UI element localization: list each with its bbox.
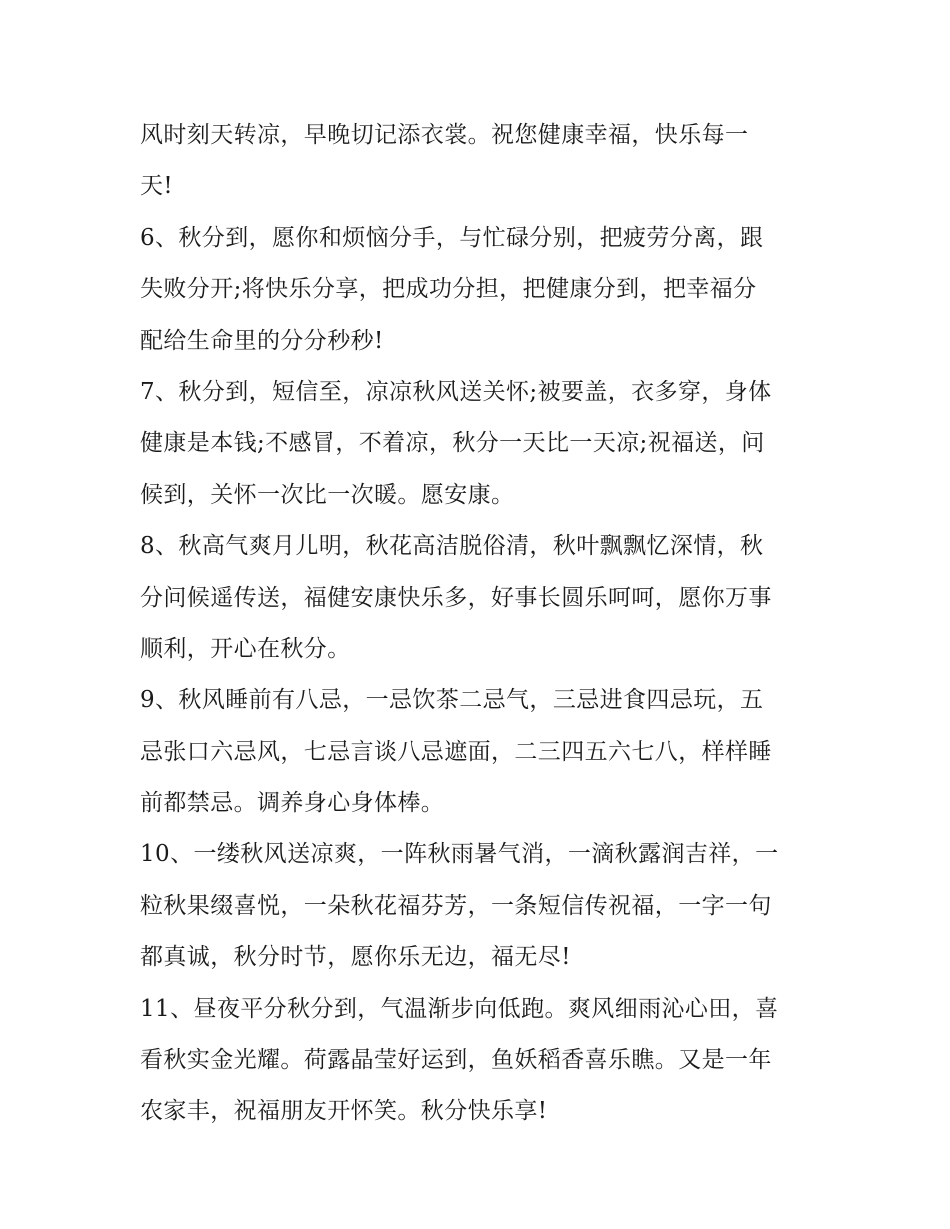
text-line: 天! — [140, 173, 174, 200]
text-line: 9、秋风睡前有八忌，一忌饮茶二忌气，三忌进食四忌玩，五 — [140, 687, 764, 714]
text-line: 都真诚，秋分时节，愿你乐无边，福无尽! — [140, 944, 571, 971]
text-line: 忌张口六忌风，七忌言谈八忌遮面，二三四五六七八，样样睡 — [140, 738, 772, 765]
text-line: 6、秋分到，愿你和烦恼分手，与忙碌分别，把疲劳分离，跟 — [140, 224, 764, 251]
text-line: 健康是本钱;不感冒，不着凉，秋分一天比一天凉;祝福送，问 — [140, 430, 765, 457]
text-line: 粒秋果缀喜悦，一朵秋花福芬芳，一条短信传祝福，一字一句 — [140, 892, 772, 919]
text-line: 8、秋高气爽月儿明，秋花高洁脱俗清，秋叶飘飘忆深情，秋 — [140, 533, 764, 560]
text-line: 风时刻天转凉，早晚切记添衣裳。祝您健康幸福，快乐每一 — [140, 122, 749, 148]
text-line: 配给生命里的分分秒秒! — [140, 327, 384, 354]
text-line: 分问候遥传送，福健安康快乐多，好事长圆乐呵呵，愿你万事 — [140, 584, 772, 611]
text-line: 顺利，开心在秋分。 — [140, 635, 351, 662]
text-line: 前都禁忌。调养身心身体棒。 — [140, 790, 445, 817]
document-body — [140, 110, 820, 1138]
text-line: 候到，关怀一次比一次暖。愿安康。 — [140, 481, 515, 508]
text-line: 失败分开;将快乐分享，把成功分担，把健康分到，把幸福分 — [140, 276, 757, 303]
text-line: 看秋实金光耀。荷露晶莹好运到，鱼妖稻香喜乐瞧。又是一年 — [140, 1047, 772, 1074]
text-line: 11、昼夜平分秋分到，气温渐步向低跑。爽风细雨沁心田，喜 — [140, 995, 779, 1022]
text-line: 7、秋分到，短信至，凉凉秋风送关怀;被要盖，衣多穿，身体 — [140, 378, 772, 405]
text-line: 10、一缕秋风送凉爽，一阵秋雨暑气消，一滴秋露润吉祥，一 — [140, 841, 779, 868]
text-line: 农家丰，祝福朋友开怀笑。秋分快乐享! — [140, 1098, 548, 1125]
